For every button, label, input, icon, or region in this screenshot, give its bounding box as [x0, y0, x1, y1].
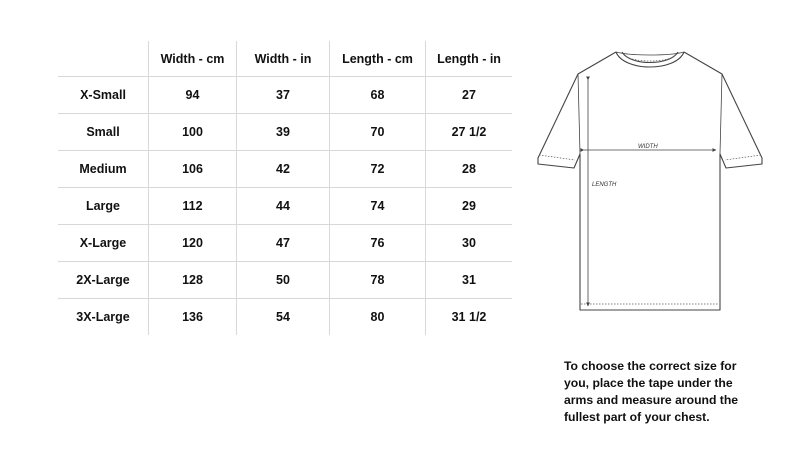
length-in-cell: 30 [426, 225, 513, 262]
length-in-cell: 28 [426, 151, 513, 188]
length-in-cell: 31 [426, 262, 513, 299]
length-cm-cell: 80 [330, 299, 426, 336]
header-size [58, 41, 149, 77]
length-cm-cell: 76 [330, 225, 426, 262]
size-label: Small [58, 114, 149, 151]
header-length-cm: Length - cm [330, 41, 426, 77]
length-cm-cell: 78 [330, 262, 426, 299]
width-in-cell: 44 [237, 188, 330, 225]
width-cm-cell: 112 [149, 188, 237, 225]
width-cm-cell: 136 [149, 299, 237, 336]
size-label: X-Large [58, 225, 149, 262]
header-width-in: Width - in [237, 41, 330, 77]
width-cm-cell: 94 [149, 77, 237, 114]
table-row [58, 188, 512, 225]
table-row [58, 77, 512, 114]
length-cm-cell: 74 [330, 188, 426, 225]
width-in-cell: 50 [237, 262, 330, 299]
table-row [58, 114, 512, 151]
size-label: 2X-Large [58, 262, 149, 299]
tshirt-diagram [530, 40, 770, 320]
width-cm-cell: 120 [149, 225, 237, 262]
length-in-cell: 27 1/2 [426, 114, 513, 151]
table-row [58, 299, 512, 336]
table-row [58, 151, 512, 188]
measuring-instructions: To choose the correct size for you, place the tape under the arms and measure around the fullest part of your chest. [564, 359, 739, 424]
length-in-cell: 31 1/2 [426, 299, 513, 336]
size-label: 3X-Large [76, 310, 130, 324]
table-row [58, 262, 512, 299]
table-row [58, 225, 512, 262]
length-cm-cell: 72 [330, 151, 426, 188]
length-in-cell: 29 [426, 188, 513, 225]
size-chart-table [58, 41, 512, 335]
header-width-cm: Width - cm [149, 41, 237, 77]
length-label: LENGTH [592, 182, 617, 188]
table-header-row [58, 41, 512, 77]
width-in-cell: 42 [237, 151, 330, 188]
size-label: X-Small [58, 77, 149, 114]
width-cm-cell: 128 [149, 262, 237, 299]
width-in-cell: 54 [237, 299, 330, 336]
header-length-in: Length - in [426, 41, 513, 77]
width-cm-cell: 100 [149, 114, 237, 151]
length-cm-cell: 68 [330, 77, 426, 114]
width-in-cell: 37 [237, 77, 330, 114]
width-cm-cell: 106 [149, 151, 237, 188]
length-cm-cell: 70 [330, 114, 426, 151]
width-label: WIDTH [638, 144, 658, 150]
tshirt-outline-icon [530, 40, 770, 320]
length-in-cell: 27 [426, 77, 513, 114]
size-label: Medium [58, 151, 149, 188]
width-in-cell: 47 [237, 225, 330, 262]
size-label: Large [58, 188, 149, 225]
width-in-cell: 39 [237, 114, 330, 151]
